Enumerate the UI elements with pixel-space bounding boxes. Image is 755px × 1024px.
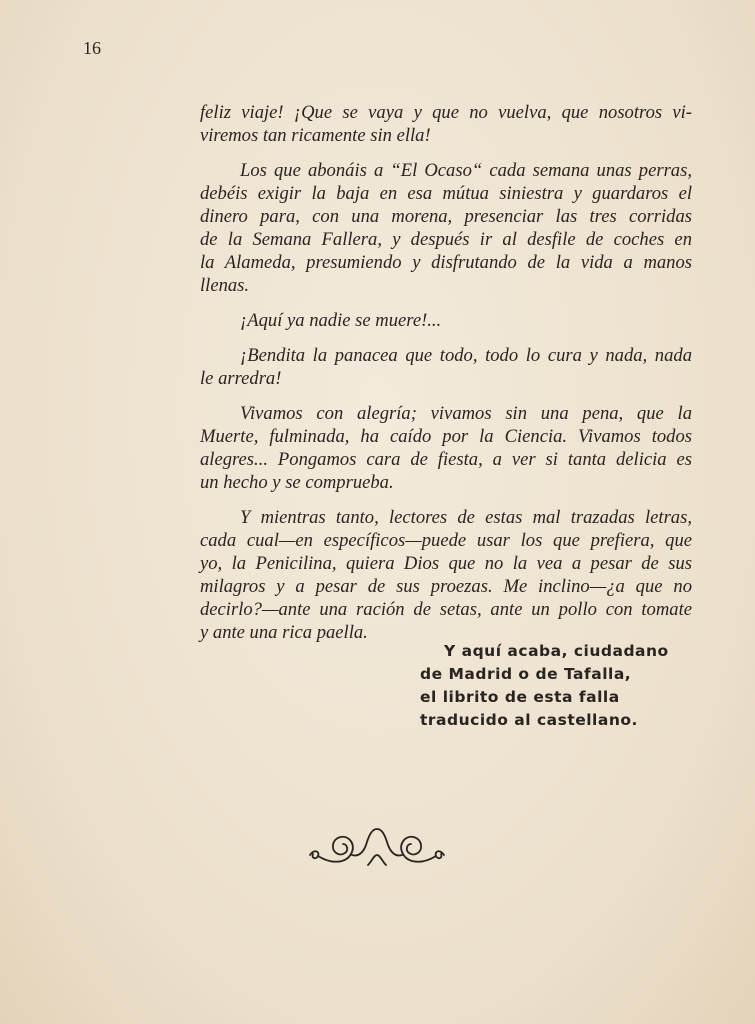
text-line: dinero para, con una morena, presenciar las tres corridas xyxy=(200,206,692,227)
paragraph-4 xyxy=(200,344,692,390)
text-line: un hecho y se comprueba. xyxy=(200,472,394,493)
text-line: decirlo?—ante una ración de setas, ante un pollo con tomate xyxy=(200,599,692,620)
scroll-ornament-icon xyxy=(308,825,446,875)
text-line: Muerte, fulminada, ha caído por la Ciencia. Vivamos todos xyxy=(200,426,692,447)
paragraph-5 xyxy=(200,402,692,494)
paragraph-6 xyxy=(200,506,692,644)
paragraph-1 xyxy=(200,101,692,147)
text-line: yo, la Penicilina, quiera Dios que no la vea a pesar de sus xyxy=(200,553,692,574)
body-text xyxy=(200,101,692,656)
text-line: de la Semana Fallera, y después ir al desfile de coches en xyxy=(200,229,692,250)
text-line: llenas. xyxy=(200,275,250,296)
text-line: cada cual—en específicos—puede usar los que prefiera, que xyxy=(200,530,692,551)
text-line: y ante una rica paella. xyxy=(200,622,368,643)
text-line: ¡Aquí ya nadie se muere!... xyxy=(240,310,442,331)
page-number: 16 xyxy=(83,38,101,58)
text-line: Los que abonáis a “El Ocaso“ cada semana unas perras, xyxy=(240,160,692,181)
closing-verse xyxy=(420,640,669,732)
paragraph-2 xyxy=(200,159,692,297)
verse-line: el librito de esta falla xyxy=(420,688,620,706)
paragraph-3 xyxy=(200,309,692,332)
text-line: la Alameda, presumiendo y disfrutando de la vida a manos xyxy=(200,252,692,273)
text-line: viremos tan ricamente sin ella! xyxy=(200,125,431,146)
text-line: le arredra! xyxy=(200,368,282,389)
text-line: debéis exigir la baja en esa mútua siniestra y guardaros el xyxy=(200,183,692,204)
text-line: alegres... Pongamos cara de fiesta, a ver si tanta delicia es xyxy=(200,449,692,470)
text-line: milagros y a pesar de sus proezas. Me inclino—¿a que no xyxy=(200,576,692,597)
text-line: feliz viaje! ¡Que se vaya y que no vuelva, que nosotros vi- xyxy=(200,102,692,123)
text-line: ¡Bendita la panacea que todo, todo lo cura y nada, nada xyxy=(240,345,692,366)
text-line: Vivamos con alegría; vivamos sin una pena, que la xyxy=(240,403,692,424)
verse-line: de Madrid o de Tafalla, xyxy=(420,665,632,683)
verse-line: Y aquí acaba, ciudadano xyxy=(444,642,669,660)
verse-line: traducido al castellano. xyxy=(420,711,638,729)
text-line: Y mientras tanto, lectores de estas mal trazadas letras, xyxy=(240,507,692,528)
